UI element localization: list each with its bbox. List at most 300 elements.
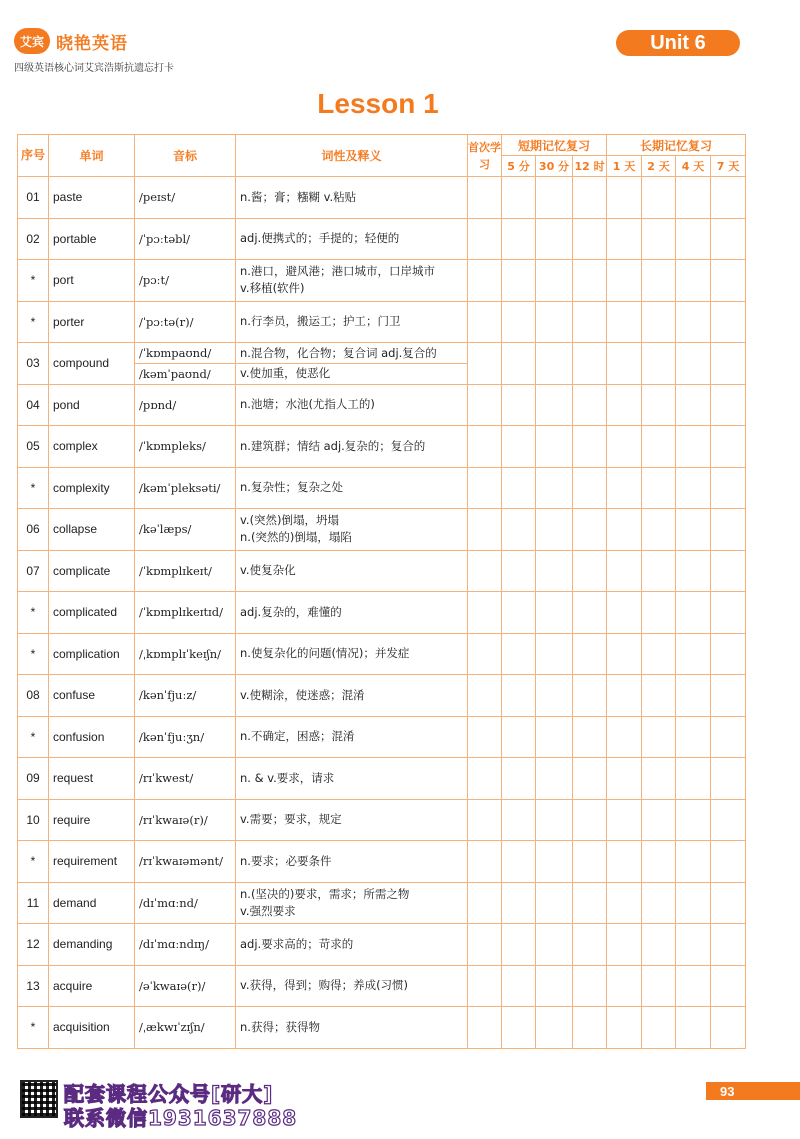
word: collapse (49, 509, 135, 551)
definition-line: n.(突然的)倒塌，塌陷 (240, 530, 352, 545)
header-2day: 2 天 (642, 156, 676, 177)
definition (236, 882, 468, 924)
checkbox-cell[interactable] (711, 260, 746, 302)
checkbox-cell[interactable] (536, 841, 573, 883)
checkbox-cell[interactable] (676, 426, 711, 468)
definition: v.使糊涂，使迷惑；混淆 (236, 675, 468, 717)
checkbox-cell[interactable] (536, 218, 573, 260)
phonetic: /rɪˈkwaɪəmənt/ (135, 841, 236, 883)
table-row (18, 675, 746, 717)
checkbox-cell[interactable] (468, 509, 502, 551)
table-row (18, 384, 746, 426)
definition: adj.便携式的；手提的；轻便的 (236, 218, 468, 260)
checkbox-cell[interactable] (536, 550, 573, 592)
checkbox-cell[interactable] (573, 218, 607, 260)
row-number: 08 (18, 675, 49, 717)
logo-badge: 艾宾 (14, 28, 50, 54)
page-number: 93 (706, 1082, 800, 1100)
checkbox-cell[interactable] (642, 550, 676, 592)
checkbox-cell[interactable] (536, 177, 573, 219)
checkbox-cell[interactable] (502, 467, 536, 509)
checkbox-cell[interactable] (536, 924, 573, 966)
checkbox-cell[interactable] (711, 965, 746, 1007)
phonetic: /dɪˈmɑːnd/ (135, 882, 236, 924)
checkbox-cell[interactable] (536, 965, 573, 1007)
checkbox-cell[interactable] (502, 177, 536, 219)
row-number: * (18, 260, 49, 302)
phonetic: /pɔːt/ (135, 260, 236, 302)
checkbox-cell[interactable] (573, 1007, 607, 1049)
checkbox-cell[interactable] (502, 965, 536, 1007)
checkbox-cell[interactable] (607, 467, 642, 509)
checkbox-cell[interactable] (468, 343, 502, 385)
checkbox-cell[interactable] (711, 716, 746, 758)
header-short-term: 短期记忆复习 (502, 135, 607, 156)
checkbox-cell[interactable] (642, 592, 676, 634)
phonetic: /pɒnd/ (135, 384, 236, 426)
word: acquisition (49, 1007, 135, 1049)
checkbox-cell[interactable] (573, 592, 607, 634)
checkbox-cell[interactable] (711, 177, 746, 219)
checkbox-cell[interactable] (468, 675, 502, 717)
row-number: 05 (18, 426, 49, 468)
phonetic: /kəˈlæps/ (135, 509, 236, 551)
checkbox-cell[interactable] (711, 799, 746, 841)
checkbox-cell[interactable] (676, 1007, 711, 1049)
definition: n.复杂性；复杂之处 (236, 467, 468, 509)
checkbox-cell[interactable] (676, 260, 711, 302)
table-row (18, 550, 746, 592)
checkbox-cell[interactable] (607, 1007, 642, 1049)
row-number: 02 (18, 218, 49, 260)
phonetic: /ˈpɔːtə(r)/ (135, 301, 236, 343)
checkbox-cell[interactable] (711, 758, 746, 800)
checkbox-cell[interactable] (642, 882, 676, 924)
word: requirement (49, 841, 135, 883)
table-row (18, 218, 746, 260)
brand-name: 晓艳英语 (56, 33, 128, 54)
header-7day: 7 天 (711, 156, 746, 177)
table-row (18, 592, 746, 634)
checkbox-cell[interactable] (468, 218, 502, 260)
definition-line: v.移植(软件) (240, 281, 305, 296)
header-definition: 词性及释义 (236, 135, 468, 177)
word: complexity (49, 467, 135, 509)
definition: n.要求；必要条件 (236, 841, 468, 883)
checkbox-cell[interactable] (711, 384, 746, 426)
checkbox-cell[interactable] (502, 882, 536, 924)
definition: adj.复杂的，难懂的 (236, 592, 468, 634)
row-number: 06 (18, 509, 49, 551)
checkbox-cell[interactable] (607, 716, 642, 758)
phonetic (135, 343, 236, 385)
checkbox-cell[interactable] (502, 218, 536, 260)
checkbox-cell[interactable] (607, 218, 642, 260)
checkbox-cell[interactable] (468, 758, 502, 800)
table-row (18, 343, 746, 385)
checkbox-cell[interactable] (468, 633, 502, 675)
phonetic: /ˌækwɪˈzɪʃn/ (135, 1007, 236, 1049)
row-number: * (18, 716, 49, 758)
checkbox-cell[interactable] (468, 924, 502, 966)
word: require (49, 799, 135, 841)
checkbox-cell[interactable] (573, 301, 607, 343)
checkbox-cell[interactable] (711, 592, 746, 634)
definition: v.需要；要求，规定 (236, 799, 468, 841)
word: paste (49, 177, 135, 219)
row-number: * (18, 841, 49, 883)
word: demand (49, 882, 135, 924)
definition: v.使复杂化 (236, 550, 468, 592)
checkbox-cell[interactable] (607, 509, 642, 551)
header-first-study: 首次学习 (468, 135, 502, 177)
checkbox-cell[interactable] (676, 799, 711, 841)
checkbox-cell[interactable] (573, 509, 607, 551)
phonetic: /ˈkɒmplɪkeɪt/ (135, 550, 236, 592)
checkbox-cell[interactable] (711, 343, 746, 385)
checkbox-cell[interactable] (676, 467, 711, 509)
definition: n.使复杂化的问题(情况)；并发症 (236, 633, 468, 675)
checkbox-cell[interactable] (502, 550, 536, 592)
checkbox-cell[interactable] (573, 675, 607, 717)
checkbox-cell[interactable] (711, 301, 746, 343)
checkbox-cell[interactable] (676, 758, 711, 800)
header-12h: 12 时 (573, 156, 607, 177)
checkbox-cell[interactable] (711, 924, 746, 966)
checkbox-cell[interactable] (468, 177, 502, 219)
phonetic: /ˈpɔːtəbl/ (135, 218, 236, 260)
row-number: 12 (18, 924, 49, 966)
lesson-title: Lesson 1 (317, 88, 439, 119)
checkbox-cell[interactable] (536, 467, 573, 509)
header-30min: 30 分 (536, 156, 573, 177)
checkbox-cell[interactable] (607, 924, 642, 966)
definition: n.行李员，搬运工；护工；门卫 (236, 301, 468, 343)
checkbox-cell[interactable] (573, 799, 607, 841)
checkbox-cell[interactable] (573, 177, 607, 219)
checkbox-cell[interactable] (607, 426, 642, 468)
word: request (49, 758, 135, 800)
checkbox-cell[interactable] (573, 260, 607, 302)
header-5min: 5 分 (502, 156, 536, 177)
checkbox-cell[interactable] (676, 924, 711, 966)
checkbox-cell[interactable] (536, 1007, 573, 1049)
checkbox-cell[interactable] (607, 384, 642, 426)
checkbox-cell[interactable] (502, 841, 536, 883)
checkbox-cell[interactable] (711, 1007, 746, 1049)
checkbox-cell[interactable] (502, 592, 536, 634)
checkbox-cell[interactable] (536, 384, 573, 426)
definition: adj.要求高的；苛求的 (236, 924, 468, 966)
row-number: 03 (18, 343, 49, 385)
table-row (18, 633, 746, 675)
checkbox-cell[interactable] (502, 260, 536, 302)
checkbox-cell[interactable] (502, 426, 536, 468)
checkbox-cell[interactable] (573, 758, 607, 800)
row-number: 01 (18, 177, 49, 219)
checkbox-cell[interactable] (711, 841, 746, 883)
checkbox-cell[interactable] (711, 467, 746, 509)
checkbox-cell[interactable] (642, 426, 676, 468)
checkbox-cell[interactable] (676, 592, 711, 634)
checkbox-cell[interactable] (676, 509, 711, 551)
table-row (18, 716, 746, 758)
checkbox-cell[interactable] (642, 1007, 676, 1049)
checkbox-cell[interactable] (468, 467, 502, 509)
checkbox-cell[interactable] (642, 799, 676, 841)
checkbox-cell[interactable] (536, 509, 573, 551)
definition-line: n.混合物，化合物；复合词 adj.复合的 (236, 343, 467, 364)
definition: n.池塘；水池(尤指人工的) (236, 384, 468, 426)
definition: n.酱；膏；糨糊 v.粘贴 (236, 177, 468, 219)
checkbox-cell[interactable] (642, 343, 676, 385)
table-row (18, 965, 746, 1007)
checkbox-cell[interactable] (607, 882, 642, 924)
phonetic: /ˈkɒmplɪkeɪtɪd/ (135, 592, 236, 634)
checkbox-cell[interactable] (536, 343, 573, 385)
checkbox-cell[interactable] (676, 384, 711, 426)
phonetic: /dɪˈmɑːndɪŋ/ (135, 924, 236, 966)
checkbox-cell[interactable] (536, 592, 573, 634)
phonetic: /ˈkɒmpleks/ (135, 426, 236, 468)
table-row (18, 924, 746, 966)
definition: n.获得；获得物 (236, 1007, 468, 1049)
checkbox-cell[interactable] (536, 882, 573, 924)
checkbox-cell[interactable] (468, 301, 502, 343)
word: porter (49, 301, 135, 343)
checkbox-cell[interactable] (468, 384, 502, 426)
table-row (18, 758, 746, 800)
checkbox-cell[interactable] (573, 343, 607, 385)
checkbox-cell[interactable] (711, 633, 746, 675)
definition-line: v.(突然)倒塌，坍塌 (240, 513, 340, 528)
checkbox-cell[interactable] (642, 260, 676, 302)
checkbox-cell[interactable] (607, 758, 642, 800)
phonetic: /rɪˈkwest/ (135, 758, 236, 800)
checkbox-cell[interactable] (502, 758, 536, 800)
word: complicate (49, 550, 135, 592)
word: compound (49, 343, 135, 385)
checkbox-cell[interactable] (536, 799, 573, 841)
word: acquire (49, 965, 135, 1007)
checkbox-cell[interactable] (607, 550, 642, 592)
checkbox-cell[interactable] (676, 882, 711, 924)
checkbox-cell[interactable] (607, 592, 642, 634)
brand-logo (14, 28, 128, 54)
phonetic: /ˌkɒmplɪˈkeɪʃn/ (135, 633, 236, 675)
definition (236, 260, 468, 302)
checkbox-cell[interactable] (536, 716, 573, 758)
checkbox-cell[interactable] (607, 841, 642, 883)
checkbox-cell[interactable] (573, 550, 607, 592)
checkbox-cell[interactable] (468, 841, 502, 883)
checkbox-cell[interactable] (642, 675, 676, 717)
checkbox-cell[interactable] (607, 799, 642, 841)
row-number: * (18, 301, 49, 343)
phonetic: /peɪst/ (135, 177, 236, 219)
definition: n. & v.要求，请求 (236, 758, 468, 800)
checkbox-cell[interactable] (468, 1007, 502, 1049)
table-row (18, 301, 746, 343)
checkbox-cell[interactable] (642, 467, 676, 509)
definition-line: v.使加重，使恶化 (240, 366, 331, 380)
row-number: 13 (18, 965, 49, 1007)
checkbox-cell[interactable] (607, 965, 642, 1007)
row-number: * (18, 1007, 49, 1049)
checkbox-cell[interactable] (502, 384, 536, 426)
checkbox-cell[interactable] (468, 426, 502, 468)
row-number: * (18, 592, 49, 634)
checkbox-cell[interactable] (676, 301, 711, 343)
checkbox-cell[interactable] (573, 633, 607, 675)
checkbox-cell[interactable] (468, 260, 502, 302)
checkbox-cell[interactable] (502, 716, 536, 758)
checkbox-cell[interactable] (642, 218, 676, 260)
vocab-table (17, 134, 746, 1049)
row-number: 09 (18, 758, 49, 800)
checkbox-cell[interactable] (642, 509, 676, 551)
checkbox-cell[interactable] (711, 882, 746, 924)
word: portable (49, 218, 135, 260)
row-number: 10 (18, 799, 49, 841)
word: demanding (49, 924, 135, 966)
table-row (18, 426, 746, 468)
header-4day: 4 天 (676, 156, 711, 177)
checkbox-cell[interactable] (573, 426, 607, 468)
checkbox-cell[interactable] (642, 301, 676, 343)
table-row (18, 260, 746, 302)
table-row (18, 799, 746, 841)
checkbox-cell[interactable] (502, 509, 536, 551)
definition-line: n.港口，避风港；港口城市，口岸城市 (240, 264, 435, 279)
checkbox-cell[interactable] (573, 467, 607, 509)
definition: n.不确定，困惑；混淆 (236, 716, 468, 758)
checkbox-cell[interactable] (502, 675, 536, 717)
checkbox-cell[interactable] (502, 633, 536, 675)
phonetic: /kənˈfjuːʒn/ (135, 716, 236, 758)
definition (236, 343, 468, 385)
checkbox-cell[interactable] (676, 716, 711, 758)
unit-badge: Unit 6 (616, 30, 740, 56)
definition (236, 509, 468, 551)
checkbox-cell[interactable] (642, 384, 676, 426)
phonetic-verb: /kəmˈpaʊnd/ (139, 366, 211, 381)
checkbox-cell[interactable] (536, 758, 573, 800)
table-row (18, 1007, 746, 1049)
checkbox-cell[interactable] (468, 716, 502, 758)
table-row (18, 841, 746, 883)
definition-line: v.强烈要求 (240, 903, 296, 918)
checkbox-cell[interactable] (536, 633, 573, 675)
table-row (18, 467, 746, 509)
checkbox-cell[interactable] (536, 426, 573, 468)
word: confuse (49, 675, 135, 717)
checkbox-cell[interactable] (502, 301, 536, 343)
checkbox-cell[interactable] (642, 716, 676, 758)
checkbox-cell[interactable] (573, 882, 607, 924)
row-number: 11 (18, 882, 49, 924)
checkbox-cell[interactable] (468, 799, 502, 841)
book-subtitle: 四级英语核心词艾宾浩斯抗遗忘打卡 (14, 63, 174, 74)
header-word: 单词 (49, 135, 135, 177)
qr-code-icon (20, 1080, 58, 1118)
table-row (18, 509, 746, 551)
checkbox-cell[interactable] (711, 218, 746, 260)
checkbox-cell[interactable] (642, 924, 676, 966)
checkbox-cell[interactable] (676, 218, 711, 260)
checkbox-cell[interactable] (502, 343, 536, 385)
checkbox-cell[interactable] (642, 633, 676, 675)
checkbox-cell[interactable] (573, 965, 607, 1007)
checkbox-cell[interactable] (502, 799, 536, 841)
checkbox-cell[interactable] (468, 592, 502, 634)
checkbox-cell[interactable] (536, 301, 573, 343)
checkbox-cell[interactable] (607, 675, 642, 717)
word: confusion (49, 716, 135, 758)
checkbox-cell[interactable] (711, 426, 746, 468)
checkbox-cell[interactable] (676, 550, 711, 592)
word: pond (49, 384, 135, 426)
definition: n.建筑群；情结 adj.复杂的；复合的 (236, 426, 468, 468)
checkbox-cell[interactable] (676, 841, 711, 883)
checkbox-cell[interactable] (642, 965, 676, 1007)
checkbox-cell[interactable] (607, 177, 642, 219)
phonetic-noun: /ˈkɒmpaʊnd/ (135, 343, 235, 364)
checkbox-cell[interactable] (676, 177, 711, 219)
checkbox-cell[interactable] (573, 841, 607, 883)
checkbox-cell[interactable] (676, 675, 711, 717)
checkbox-cell[interactable] (573, 384, 607, 426)
checkbox-cell[interactable] (607, 301, 642, 343)
row-number: 07 (18, 550, 49, 592)
checkbox-cell[interactable] (502, 924, 536, 966)
phonetic: /rɪˈkwaɪə(r)/ (135, 799, 236, 841)
checkbox-cell[interactable] (468, 882, 502, 924)
watermark-line: 配套课程公众号[研大] (64, 1082, 274, 1106)
checkbox-cell[interactable] (676, 343, 711, 385)
checkbox-cell[interactable] (642, 177, 676, 219)
header-seq: 序号 (18, 135, 49, 177)
checkbox-cell[interactable] (642, 758, 676, 800)
word: port (49, 260, 135, 302)
checkbox-cell[interactable] (711, 675, 746, 717)
row-number: * (18, 633, 49, 675)
header-long-term: 长期记忆复习 (607, 135, 746, 156)
checkbox-cell[interactable] (642, 841, 676, 883)
checkbox-cell[interactable] (607, 633, 642, 675)
header-1day: 1 天 (607, 156, 642, 177)
checkbox-cell[interactable] (676, 633, 711, 675)
checkbox-cell[interactable] (573, 924, 607, 966)
checkbox-cell[interactable] (502, 1007, 536, 1049)
checkbox-cell[interactable] (607, 260, 642, 302)
watermark-line: 联系微信1931637888 (64, 1106, 298, 1130)
definition-line: n.(坚决的)要求，需求；所需之物 (240, 886, 410, 901)
checkbox-cell[interactable] (468, 550, 502, 592)
checkbox-cell[interactable] (468, 965, 502, 1007)
checkbox-cell[interactable] (676, 965, 711, 1007)
header-phonetic: 音标 (135, 135, 236, 177)
checkbox-cell[interactable] (607, 343, 642, 385)
checkbox-cell[interactable] (711, 550, 746, 592)
checkbox-cell[interactable] (711, 509, 746, 551)
table-row (18, 177, 746, 219)
checkbox-cell[interactable] (573, 716, 607, 758)
table-row (18, 882, 746, 924)
phonetic: /kəmˈpleksəti/ (135, 467, 236, 509)
checkbox-cell[interactable] (536, 260, 573, 302)
checkbox-cell[interactable] (536, 675, 573, 717)
